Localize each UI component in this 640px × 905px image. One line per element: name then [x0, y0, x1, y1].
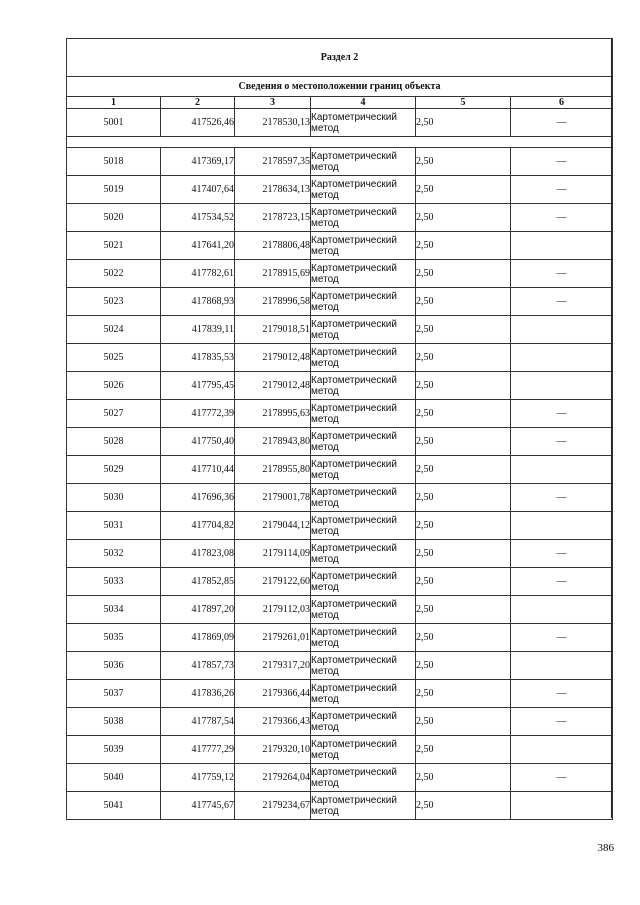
point-number: 5038 [67, 708, 161, 736]
coordinate-x: 417710,44 [161, 456, 235, 484]
point-number: 5031 [67, 512, 161, 540]
coordinate-x: 417407,64 [161, 176, 235, 204]
description-cell [511, 232, 613, 260]
method-cell: Картометрический метод [311, 652, 416, 680]
point-number: 5029 [67, 456, 161, 484]
method-cell: Картометрический метод [311, 456, 416, 484]
method-cell: Картометрический метод [311, 764, 416, 792]
error-cell: 2,50 [416, 680, 511, 708]
error-cell: 2,50 [416, 792, 511, 820]
table-row [67, 624, 613, 652]
point-number: 5039 [67, 736, 161, 764]
point-number: 5020 [67, 204, 161, 232]
coordinate-x: 417641,20 [161, 232, 235, 260]
error-cell: 2,50 [416, 288, 511, 316]
point-number: 5024 [67, 316, 161, 344]
column-number: 4 [311, 97, 416, 109]
point-number: 5018 [67, 148, 161, 176]
error-cell: 2,50 [416, 400, 511, 428]
coordinate-x: 417897,20 [161, 596, 235, 624]
description-cell [511, 316, 613, 344]
coordinate-y: 2179012,48 [235, 344, 311, 372]
method-cell: Картометрический метод [311, 484, 416, 512]
column-number: 6 [511, 97, 613, 109]
subtitle-row [67, 77, 613, 97]
description-cell [511, 344, 613, 372]
point-number: 5021 [67, 232, 161, 260]
coordinate-y: 2179012,48 [235, 372, 311, 400]
point-number: 5034 [67, 596, 161, 624]
coordinate-y: 2178996,58 [235, 288, 311, 316]
point-number: 5022 [67, 260, 161, 288]
table-gap-row [67, 137, 613, 148]
point-number: 5027 [67, 400, 161, 428]
error-cell: 2,50 [416, 764, 511, 792]
point-number: 5023 [67, 288, 161, 316]
coordinate-x: 417857,73 [161, 652, 235, 680]
table-row [67, 176, 613, 204]
section-title-row [67, 39, 613, 77]
description-cell: — [511, 764, 613, 792]
coordinate-x: 417526,46 [161, 109, 235, 137]
table-row [67, 652, 613, 680]
method-cell: Картометрический метод [311, 148, 416, 176]
coordinate-x: 417772,39 [161, 400, 235, 428]
method-cell: Картометрический метод [311, 344, 416, 372]
method-cell: Картометрический метод [311, 316, 416, 344]
coordinate-y: 2179234,67 [235, 792, 311, 820]
coordinate-y: 2179264,04 [235, 764, 311, 792]
description-cell [511, 792, 613, 820]
coordinate-x: 417745,67 [161, 792, 235, 820]
description-cell [511, 456, 613, 484]
coordinate-y: 2178915,69 [235, 260, 311, 288]
coordinate-x: 417787,54 [161, 708, 235, 736]
method-cell: Картометрический метод [311, 400, 416, 428]
coordinate-y: 2178530,13 [235, 109, 311, 137]
point-number: 5028 [67, 428, 161, 456]
table-row [67, 792, 613, 820]
error-cell: 2,50 [416, 428, 511, 456]
error-cell: 2,50 [416, 316, 511, 344]
error-cell: 2,50 [416, 232, 511, 260]
column-number: 3 [235, 97, 311, 109]
coordinate-x: 417704,82 [161, 512, 235, 540]
table-row [67, 428, 613, 456]
method-cell: Картометрический метод [311, 624, 416, 652]
page-number: 386 [597, 842, 614, 854]
coordinate-x: 417839,11 [161, 316, 235, 344]
description-cell: — [511, 204, 613, 232]
description-cell [511, 736, 613, 764]
table-row [67, 512, 613, 540]
point-number: 5030 [67, 484, 161, 512]
error-cell: 2,50 [416, 540, 511, 568]
gap-cell [67, 137, 613, 148]
table-row [67, 372, 613, 400]
point-number: 5036 [67, 652, 161, 680]
point-number: 5025 [67, 344, 161, 372]
error-cell: 2,50 [416, 512, 511, 540]
method-cell: Картометрический метод [311, 288, 416, 316]
description-cell: — [511, 400, 613, 428]
coordinate-x: 417534,52 [161, 204, 235, 232]
error-cell: 2,50 [416, 484, 511, 512]
coordinate-x: 417868,93 [161, 288, 235, 316]
error-cell: 2,50 [416, 624, 511, 652]
table-row [67, 400, 613, 428]
error-cell: 2,50 [416, 148, 511, 176]
coordinate-y: 2178943,80 [235, 428, 311, 456]
coordinate-x: 417835,53 [161, 344, 235, 372]
description-cell [511, 596, 613, 624]
error-cell: 2,50 [416, 596, 511, 624]
error-cell: 2,50 [416, 344, 511, 372]
error-cell: 2,50 [416, 204, 511, 232]
point-number: 5041 [67, 792, 161, 820]
method-cell: Картометрический метод [311, 596, 416, 624]
coordinate-y: 2179001,78 [235, 484, 311, 512]
coordinate-x: 417369,17 [161, 148, 235, 176]
description-cell: — [511, 109, 613, 137]
coordinate-y: 2178597,35 [235, 148, 311, 176]
coordinate-y: 2179366,44 [235, 680, 311, 708]
section-title: Раздел 2 [67, 39, 613, 77]
coordinate-y: 2178806,48 [235, 232, 311, 260]
coordinate-y: 2178723,15 [235, 204, 311, 232]
column-number: 1 [67, 97, 161, 109]
table-row [67, 344, 613, 372]
coordinate-y: 2178955,80 [235, 456, 311, 484]
table-row [67, 456, 613, 484]
method-cell: Картометрический метод [311, 176, 416, 204]
error-cell: 2,50 [416, 568, 511, 596]
table-row [67, 484, 613, 512]
coordinate-x: 417750,40 [161, 428, 235, 456]
coordinate-x: 417823,08 [161, 540, 235, 568]
method-cell: Картометрический метод [311, 232, 416, 260]
coordinate-y: 2179317,20 [235, 652, 311, 680]
description-cell: — [511, 148, 613, 176]
coordinate-x: 417795,45 [161, 372, 235, 400]
method-cell: Картометрический метод [311, 428, 416, 456]
coordinate-x: 417696,36 [161, 484, 235, 512]
error-cell: 2,50 [416, 736, 511, 764]
coordinate-y: 2179114,09 [235, 540, 311, 568]
error-cell: 2,50 [416, 708, 511, 736]
table-row [67, 232, 613, 260]
method-cell: Картометрический метод [311, 512, 416, 540]
method-cell: Картометрический метод [311, 708, 416, 736]
description-cell [511, 512, 613, 540]
column-number: 5 [416, 97, 511, 109]
coordinate-y: 2179018,51 [235, 316, 311, 344]
point-number: 5033 [67, 568, 161, 596]
description-cell [511, 652, 613, 680]
description-cell: — [511, 540, 613, 568]
point-number: 5019 [67, 176, 161, 204]
table-row [67, 736, 613, 764]
description-cell: — [511, 680, 613, 708]
coordinate-x: 417869,09 [161, 624, 235, 652]
point-number: 5035 [67, 624, 161, 652]
coordinate-x: 417782,61 [161, 260, 235, 288]
point-number: 5001 [67, 109, 161, 137]
table-row [67, 148, 613, 176]
method-cell: Картометрический метод [311, 792, 416, 820]
column-number-row [67, 97, 613, 109]
error-cell: 2,50 [416, 260, 511, 288]
error-cell: 2,50 [416, 652, 511, 680]
point-number: 5037 [67, 680, 161, 708]
error-cell: 2,50 [416, 109, 511, 137]
point-number: 5032 [67, 540, 161, 568]
coordinate-x: 417759,12 [161, 764, 235, 792]
method-cell: Картометрический метод [311, 204, 416, 232]
table-row [67, 288, 613, 316]
coordinate-y: 2179044,12 [235, 512, 311, 540]
coordinate-x: 417852,85 [161, 568, 235, 596]
description-cell [511, 372, 613, 400]
coordinate-x: 417777,29 [161, 736, 235, 764]
table-row [67, 596, 613, 624]
method-cell: Картометрический метод [311, 680, 416, 708]
coordinate-y: 2179112,03 [235, 596, 311, 624]
point-number: 5040 [67, 764, 161, 792]
description-cell: — [511, 260, 613, 288]
description-cell: — [511, 624, 613, 652]
coordinate-x: 417836,26 [161, 680, 235, 708]
description-cell: — [511, 176, 613, 204]
error-cell: 2,50 [416, 456, 511, 484]
method-cell: Картометрический метод [311, 736, 416, 764]
coordinate-y: 2179261,01 [235, 624, 311, 652]
description-cell: — [511, 708, 613, 736]
column-number: 2 [161, 97, 235, 109]
description-cell: — [511, 568, 613, 596]
table-row [67, 316, 613, 344]
error-cell: 2,50 [416, 176, 511, 204]
table-row [67, 708, 613, 736]
table-row [67, 764, 613, 792]
table-row [67, 680, 613, 708]
coordinate-y: 2179122,60 [235, 568, 311, 596]
coordinate-y: 2179320,10 [235, 736, 311, 764]
description-cell: — [511, 428, 613, 456]
table-row [67, 260, 613, 288]
method-cell: Картометрический метод [311, 540, 416, 568]
description-cell: — [511, 484, 613, 512]
method-cell: Картометрический метод [311, 260, 416, 288]
coordinate-y: 2178634,13 [235, 176, 311, 204]
description-cell: — [511, 288, 613, 316]
error-cell: 2,50 [416, 372, 511, 400]
point-number: 5026 [67, 372, 161, 400]
method-cell: Картометрический метод [311, 372, 416, 400]
coordinate-y: 2178995,63 [235, 400, 311, 428]
table-row [67, 568, 613, 596]
method-cell: Картометрический метод [311, 109, 416, 137]
coordinate-y: 2179366,43 [235, 708, 311, 736]
method-cell: Картометрический метод [311, 568, 416, 596]
boundary-table [66, 38, 613, 820]
table-row [67, 204, 613, 232]
table-row [67, 109, 613, 137]
table-subtitle: Сведения о местоположении границ объекта [67, 77, 613, 97]
table-row [67, 540, 613, 568]
